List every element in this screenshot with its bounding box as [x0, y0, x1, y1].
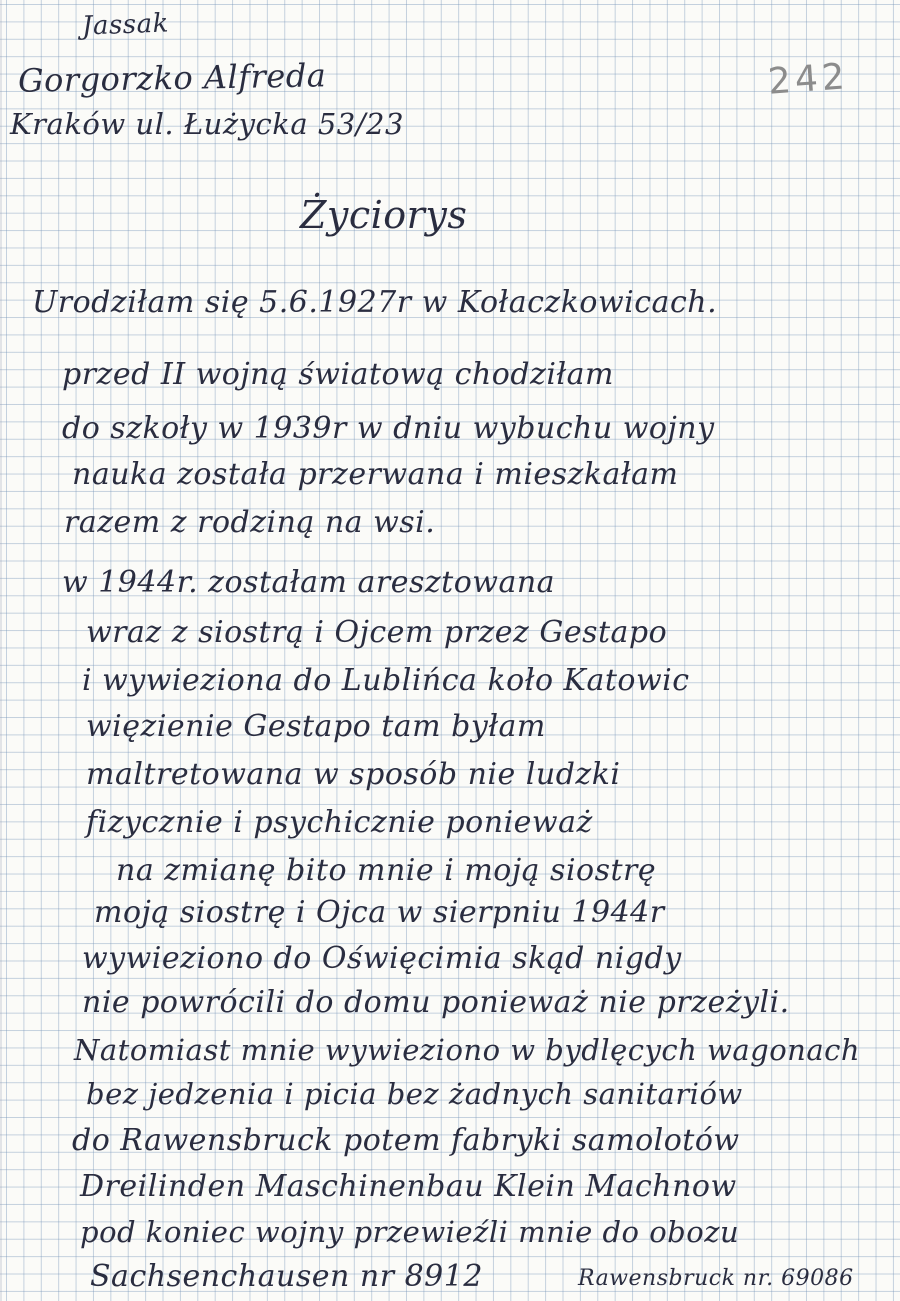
body-line-10: maltretowana w sposób nie ludzki: [86, 757, 621, 792]
document-title: Życiorys: [300, 193, 468, 237]
body-line-7: wraz z siostrą i Ojcem przez Gestapo: [86, 615, 668, 650]
camp-number-note: Rawensbruck nr. 69086: [578, 1266, 854, 1291]
body-line-11: fizycznie i psychicznie ponieważ: [86, 805, 593, 840]
body-line-16: Natomiast mnie wywieziono w bydlęcych wagonach: [74, 1033, 861, 1067]
body-line-6: w 1944r. zostałam aresztowana: [62, 565, 556, 600]
body-line-1: Urodziłam się 5.6.1927r w Kołaczkowicach.: [32, 285, 718, 320]
body-line-12: na zmianę bito mnie i moją siostrę: [116, 853, 657, 888]
body-line-18: do Rawensbruck potem fabryki samolotów: [72, 1123, 740, 1158]
body-line-8: i wywieziona do Lublińca koło Katowic: [82, 663, 690, 698]
body-line-5: razem z rodziną na wsi.: [64, 505, 436, 540]
body-line-19: Dreilinden Maschinenbau Klein Machnow: [80, 1169, 737, 1204]
header-line-surname: Jassak: [81, 8, 170, 42]
body-line-3: do szkoły w 1939r w dniu wybuchu wojny: [62, 411, 715, 446]
body-line-13: moją siostrę i Ojca w sierpniu 1944r: [94, 895, 665, 930]
body-line-15: nie powrócili do domu ponieważ nie przeżyli.: [82, 985, 790, 1020]
body-line-21: Sachsenchausen nr 8912: [90, 1259, 483, 1294]
header-line-address: Kraków ul. Łużycka 53/23: [10, 107, 404, 141]
body-line-2: przed II wojną światową chodziłam: [62, 357, 614, 392]
page-number: 242: [766, 56, 851, 103]
body-line-14: wywieziono do Oświęcimia skąd nigdy: [82, 941, 682, 976]
body-line-4: nauka została przerwana i mieszkałam: [72, 457, 679, 492]
body-line-20: pod koniec wojny przewieźli mnie do obozu: [80, 1215, 740, 1249]
body-line-9: więzienie Gestapo tam byłam: [86, 709, 546, 744]
body-line-17: bez jedzenia i picia bez żadnych sanitariów: [86, 1077, 743, 1111]
page-edge: [0, 0, 2, 1301]
header-line-name: Gorgorzko Alfreda: [17, 56, 327, 100]
